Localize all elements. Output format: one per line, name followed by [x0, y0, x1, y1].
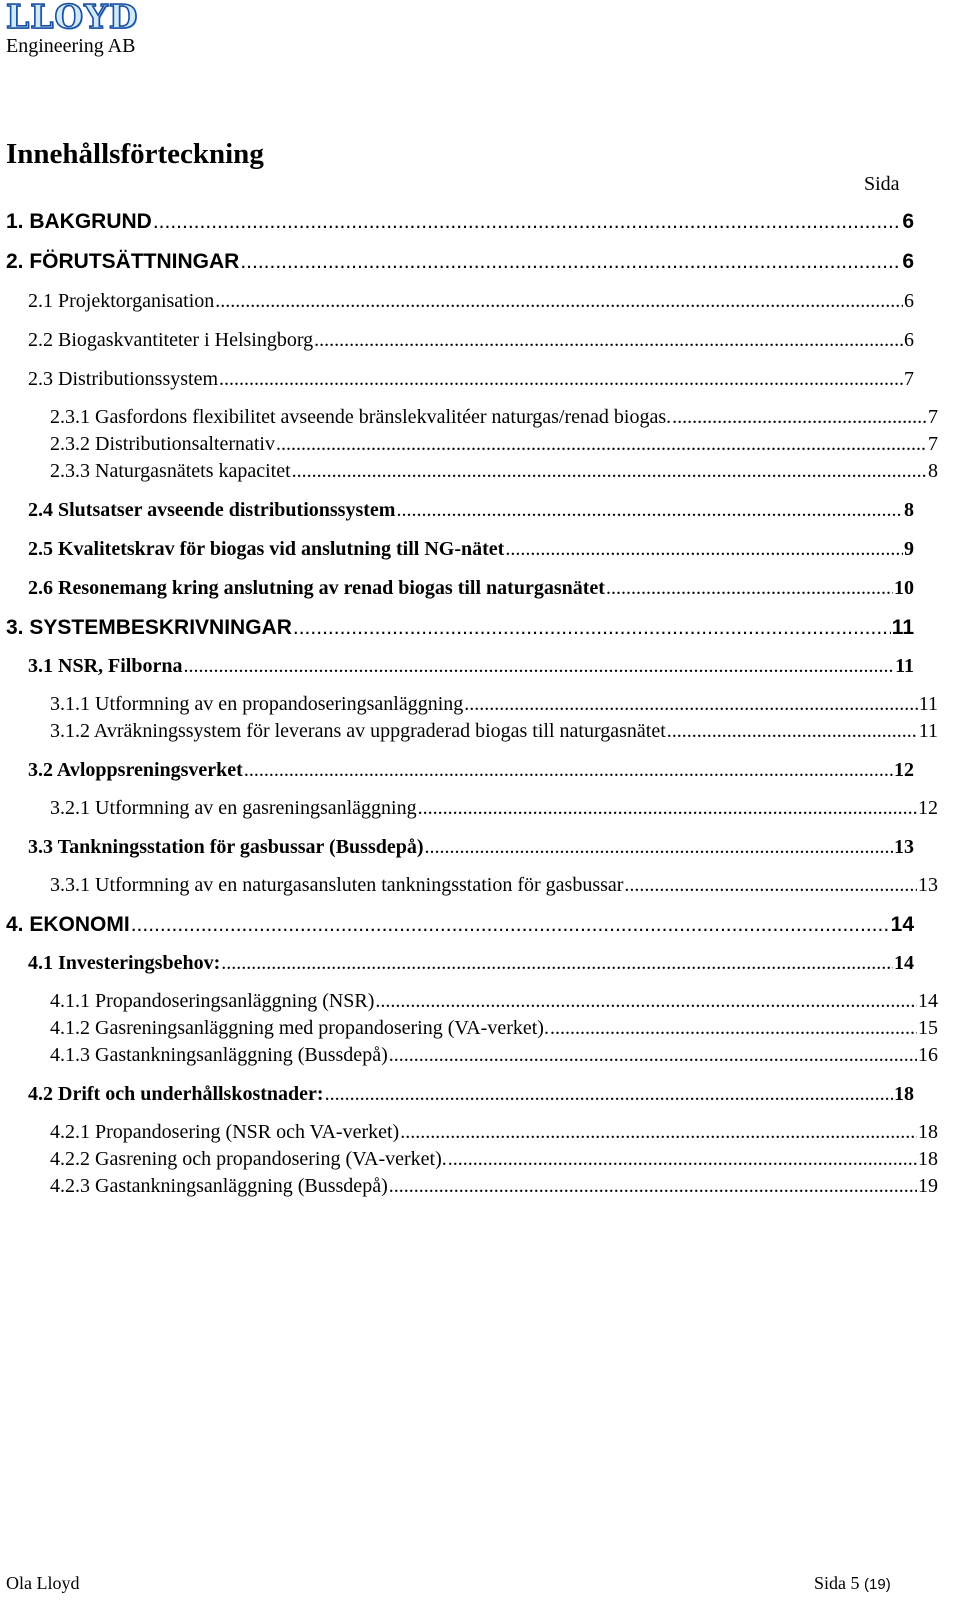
toc-entry-page: 19 — [918, 1175, 938, 1197]
toc-entry-text: 3.1 NSR, Filborna — [28, 655, 183, 677]
toc-entry-text: 4.1 Investeringsbehov: — [28, 952, 221, 974]
toc-leader — [244, 759, 893, 782]
toc-entry[interactable] — [50, 1175, 938, 1198]
toc-entry-page: 14 — [894, 952, 914, 974]
toc-entry-text: 4.2.3 Gastankningsanläggning (Bussdepå) — [50, 1175, 388, 1197]
toc-entry[interactable] — [50, 693, 938, 716]
toc-entry[interactable] — [50, 460, 938, 483]
toc-entry-text: 2.3.3 Naturgasnätets kapacitet — [50, 460, 291, 482]
toc-entry-text: 4.2 Drift och underhållskostnader: — [28, 1083, 324, 1105]
toc-entry-text: 4.2.1 Propandosering (NSR och VA-verket) — [50, 1121, 400, 1143]
toc-leader — [314, 329, 903, 352]
toc-entry-page: 18 — [918, 1121, 938, 1143]
toc-leader — [221, 952, 893, 975]
footer-page-prefix: Sida — [814, 1573, 847, 1593]
toc-entry-text: 3.1.2 Avräkningssystem för leverans av uppgraderad biogas till naturgasnätet — [50, 720, 666, 742]
toc-entry-text: 3.3.1 Utformning av en naturgasansluten tankningsstation för gasbussar — [50, 874, 624, 896]
toc-entry-text: 4.1.2 Gasreningsanläggning med propandosering (VA-verket). — [50, 1017, 549, 1039]
toc-entry-text: 2.6 Resonemang kring anslutning av renad biogas till naturgasnätet — [28, 577, 605, 599]
toc-entry[interactable] — [28, 952, 914, 975]
toc-entry-text: 1. BAKGRUND — [6, 210, 152, 233]
toc-entry[interactable] — [50, 720, 938, 743]
toc-leader — [418, 797, 917, 820]
toc-entry-page: 13 — [894, 836, 914, 858]
toc-entry-page: 15 — [918, 1017, 938, 1039]
toc-leader — [550, 1017, 917, 1040]
toc-entry-page: 9 — [904, 538, 914, 560]
toc-leader — [183, 655, 894, 678]
toc-entry-page: 6 — [904, 329, 914, 351]
toc-entry-page: 13 — [918, 874, 938, 896]
toc-entry-page: 8 — [904, 499, 914, 521]
toc-leader — [219, 368, 903, 391]
toc-entry-text: 3.2 Avloppsreningsverket — [28, 759, 243, 781]
toc-leader — [464, 693, 917, 716]
toc-entry-page: 12 — [894, 759, 914, 781]
toc-leader — [672, 406, 927, 429]
toc-entry-text: 3.2.1 Utformning av en gasreningsanläggning — [50, 797, 417, 819]
toc-entry-page: 8 — [928, 460, 938, 482]
toc-leader — [240, 250, 901, 274]
footer-page-total: (19) — [864, 1576, 891, 1593]
toc-leader — [293, 616, 891, 640]
company-name: Engineering AB — [6, 35, 136, 57]
toc-leader — [505, 538, 903, 561]
toc-entry[interactable] — [28, 538, 914, 561]
toc-entry-page: 11 — [918, 693, 938, 715]
company-logo — [6, 0, 206, 57]
toc-entry-page: 7 — [904, 368, 914, 390]
toc-entry-page: 6 — [902, 250, 914, 273]
toc-leader — [276, 433, 927, 456]
toc-entry[interactable] — [50, 433, 938, 456]
toc-entry-text: 4.1.3 Gastankningsanläggning (Bussdepå) — [50, 1044, 388, 1066]
toc-entry-page: 11 — [918, 720, 938, 742]
toc-entry-text: 2.4 Slutsatser avseende distributionssystem — [28, 499, 396, 521]
toc-entry[interactable] — [6, 210, 914, 234]
toc-entry[interactable] — [28, 329, 914, 352]
toc-entry-text: 4.2.2 Gasrening och propandosering (VA-verket). — [50, 1148, 447, 1170]
footer-author: Ola Lloyd — [6, 1573, 80, 1593]
toc-leader — [448, 1148, 917, 1171]
toc-entry-text: 4. EKONOMI — [6, 913, 130, 936]
toc-entry-page: 6 — [902, 210, 914, 233]
toc-entry[interactable] — [50, 797, 938, 820]
toc-entry-page: 18 — [894, 1083, 914, 1105]
toc-entry-page: 10 — [894, 577, 914, 599]
footer-page-indicator — [814, 1573, 891, 1594]
toc-entry-text: 2. FÖRUTSÄTTNINGAR — [6, 250, 240, 273]
toc-entry[interactable] — [50, 1148, 938, 1171]
toc-entry-page: 11 — [891, 616, 914, 639]
toc-entry[interactable] — [28, 577, 914, 600]
toc-entry[interactable] — [28, 290, 914, 313]
toc-entry-text: 3. SYSTEMBESKRIVNINGAR — [6, 616, 292, 639]
toc-entry[interactable] — [28, 759, 914, 782]
toc-leader — [389, 1044, 917, 1067]
toc-leader — [624, 874, 917, 897]
toc-entry-text: 2.1 Projektorganisation — [28, 290, 215, 312]
toc-entry-page: 11 — [895, 655, 914, 677]
logo-wordmark: LLOYD — [6, 0, 139, 36]
toc-leader — [606, 577, 893, 600]
toc-entry-page: 18 — [918, 1148, 938, 1170]
toc-entry[interactable] — [28, 1083, 914, 1106]
toc-entry[interactable] — [6, 913, 914, 937]
toc-entry-page: 12 — [918, 797, 938, 819]
toc-title: Innehållsförteckning — [6, 138, 264, 170]
toc-entry[interactable] — [50, 990, 938, 1013]
footer-page-number: 5 — [850, 1573, 860, 1593]
toc-leader — [425, 836, 893, 859]
toc-entry-text: 2.2 Biogaskvantiteter i Helsingborg — [28, 329, 314, 351]
toc-entry-page: 14 — [918, 990, 938, 1012]
toc-leader — [667, 720, 918, 743]
toc-leader — [215, 290, 903, 313]
toc-entry-page: 7 — [928, 406, 938, 428]
toc-leader — [131, 913, 890, 937]
toc-entry[interactable] — [50, 1017, 938, 1040]
toc-entry-page: 16 — [918, 1044, 938, 1066]
toc-leader — [396, 499, 903, 522]
page-column-label: Sida — [864, 173, 900, 195]
toc-entry-text: 2.3 Distributionssystem — [28, 368, 219, 390]
toc-leader — [325, 1083, 893, 1106]
toc-leader — [375, 990, 917, 1013]
toc-leader — [292, 460, 927, 483]
toc-entry[interactable] — [28, 499, 914, 522]
toc-entry[interactable] — [50, 406, 938, 429]
toc-entry[interactable] — [28, 836, 914, 859]
toc-entry-text: 2.3.1 Gasfordons flexibilitet avseende bränslekvalitéer naturgas/renad biogas. — [50, 406, 672, 428]
toc-entry[interactable] — [50, 874, 938, 897]
toc-entry-text: 2.3.2 Distributionsalternativ — [50, 433, 275, 455]
toc-leader — [400, 1121, 917, 1144]
toc-leader — [153, 210, 901, 234]
toc-entry[interactable] — [50, 1044, 938, 1067]
toc-entry-page: 6 — [904, 290, 914, 312]
toc-entry-text: 3.3 Tankningsstation för gasbussar (Bussdepå) — [28, 836, 424, 858]
toc-entry[interactable] — [28, 655, 914, 678]
toc-entry[interactable] — [28, 368, 914, 391]
toc-entry-page: 14 — [890, 913, 914, 936]
toc-entry-page: 7 — [928, 433, 938, 455]
toc-entry-text: 2.5 Kvalitetskrav för biogas vid anslutning till NG-nätet — [28, 538, 505, 560]
toc-leader — [389, 1175, 917, 1198]
toc-entry[interactable] — [6, 616, 914, 640]
toc-entry[interactable] — [50, 1121, 938, 1144]
toc-entry-text: 4.1.1 Propandoseringsanläggning (NSR) — [50, 990, 375, 1012]
toc-entry-text: 3.1.1 Utformning av en propandoseringsanläggning — [50, 693, 464, 715]
toc-entry[interactable] — [6, 250, 914, 274]
